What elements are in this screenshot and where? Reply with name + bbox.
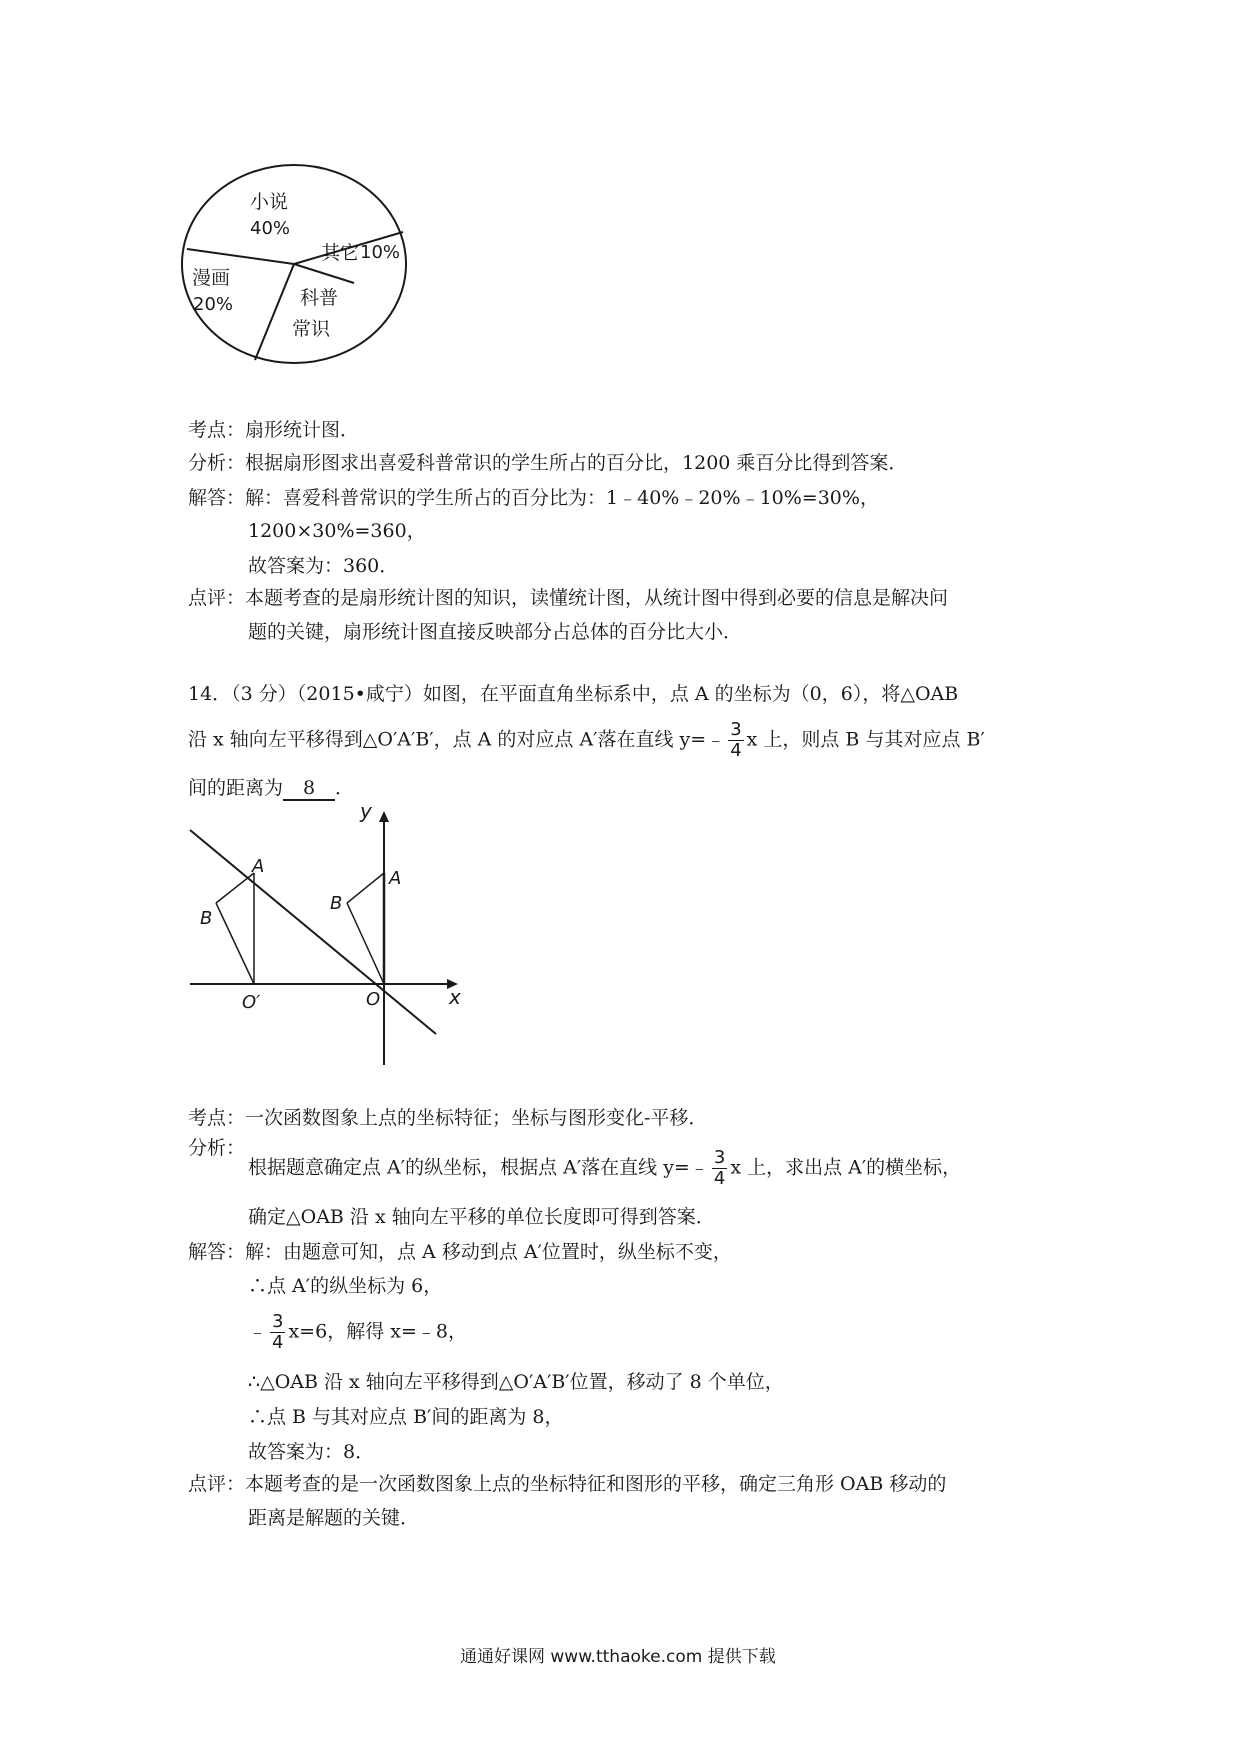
pie-label-science-2: 常识 bbox=[292, 318, 331, 340]
segment-AprimeBprime bbox=[216, 873, 254, 903]
q14-answer-blank: 8 bbox=[283, 777, 335, 801]
q13-fenxi bbox=[188, 451, 907, 475]
q14-fenxi-fraction-num: 3 bbox=[713, 1147, 726, 1168]
q13-dianping-label: 点评： bbox=[188, 587, 246, 609]
q14-fraction bbox=[728, 720, 743, 761]
q13-kaodian bbox=[188, 418, 359, 442]
q14-coordinate-graph bbox=[180, 795, 480, 1070]
pie-label-comic: 漫画 bbox=[192, 267, 231, 289]
q14-jieda-line-4: ∴△OAB 沿 x 轴向左平移得到△O′A′B′位置，移动了 8 个单位， bbox=[248, 1371, 784, 1393]
q14-fraction-den: 4 bbox=[730, 740, 742, 761]
label-O: O bbox=[366, 989, 381, 1010]
q14-fenxi-line-1 bbox=[248, 1148, 961, 1189]
pie-label-other-pct: 10% bbox=[360, 242, 401, 263]
q14-jieda bbox=[188, 1240, 732, 1264]
label-x-axis: x bbox=[449, 985, 461, 1009]
q14-stem-2a: 沿 x 轴向左平移得到△O′A′B′，点 A 的对应点 A′落在直线 y=﹣ bbox=[188, 728, 726, 751]
q14-jieda-fraction-den: 4 bbox=[272, 1332, 284, 1353]
q13-fenxi-text: 根据扇形图求出喜爱科普常识的学生所占的百分比，1200 乘百分比得到答案． bbox=[245, 452, 908, 474]
line-y-neg-three-quarters-x bbox=[190, 830, 436, 1034]
q14-jieda-line-5: ∴点 B 与其对应点 B′间的距离为 8， bbox=[248, 1406, 564, 1428]
segment-AB bbox=[347, 873, 384, 903]
page-footer: 通通好课网 www.tthaoke.com 提供下载 bbox=[460, 1647, 776, 1667]
q13-dianping-line-1: 本题考查的是扇形统计图的知识，读懂统计图，从统计图中得到必要的信息是解决问 bbox=[245, 587, 949, 609]
q13-jieda bbox=[188, 486, 879, 510]
q14-jieda-label: 解答： bbox=[188, 1241, 246, 1263]
q13-jieda-line-1: 解：喜爱科普常识的学生所占的百分比为：1﹣40%﹣20%﹣10%=30%， bbox=[245, 487, 879, 509]
q14-dianping bbox=[188, 1472, 946, 1496]
q14-fenxi-1a: 根据题意确定点 A′的纵坐标，根据点 A′落在直线 y=﹣ bbox=[248, 1156, 709, 1179]
pie-divider-novel-comic bbox=[187, 249, 294, 264]
q14-stem-line-1: 14．（3 分）（2015•咸宁）如图，在平面直角坐标系中，点 A 的坐标为（0，6），将△OAB bbox=[188, 683, 959, 705]
q13-dianping-line-2: 题的关键，扇形统计图直接反映部分占总体的百分比大小． bbox=[248, 621, 743, 643]
q14-fenxi-fraction bbox=[712, 1148, 727, 1189]
pie-divider-comic-science bbox=[255, 264, 294, 360]
pie-label-comic-pct: 20% bbox=[193, 294, 234, 315]
q14-fenxi-fraction-den: 4 bbox=[713, 1168, 726, 1189]
q14-jieda-line-2: ∴点 A′的纵坐标为 6， bbox=[248, 1275, 443, 1297]
pie-label-science-1: 科普 bbox=[300, 287, 339, 309]
q14-dianping-label: 点评： bbox=[188, 1473, 246, 1495]
q14-dianping-line-2: 距离是解题的关键． bbox=[248, 1507, 420, 1529]
q13-fenxi-label: 分析： bbox=[188, 452, 246, 474]
q14-jieda-line-6: 故答案为：8． bbox=[248, 1441, 375, 1463]
q14-stem-line-2 bbox=[188, 720, 985, 761]
pie-divider-other-science bbox=[294, 264, 354, 283]
q14-jieda-3b: x=6，解得 x=﹣8， bbox=[288, 1320, 467, 1343]
y-axis-arrow bbox=[379, 811, 389, 822]
label-y-axis: y bbox=[360, 799, 372, 823]
q13-dianping bbox=[188, 586, 948, 610]
q14-fenxi-1b: x 上，求出点 A′的横坐标， bbox=[730, 1156, 962, 1179]
pie-label-novel: 小说 bbox=[250, 191, 289, 213]
q14-stem-3b: ． bbox=[335, 777, 355, 799]
q14-stem-3a: 间的距离为 bbox=[188, 777, 284, 799]
label-B-right: B bbox=[330, 893, 343, 914]
pie-chart bbox=[175, 150, 425, 380]
q13-jieda-line-3: 故答案为：360． bbox=[248, 555, 399, 577]
segment-BO bbox=[347, 903, 384, 984]
label-A-left: A bbox=[252, 856, 265, 877]
q14-jieda-fraction-num: 3 bbox=[272, 1311, 284, 1332]
q14-jieda-line-1: 解：由题意可知，点 A 移动到点 A′位置时，纵坐标不变， bbox=[245, 1241, 732, 1263]
label-O-prime: O′ bbox=[242, 992, 261, 1013]
q14-fenxi-label: 分析： bbox=[188, 1137, 246, 1159]
q14-fenxi-line-2: 确定△OAB 沿 x 轴向左平移的单位长度即可得到答案． bbox=[248, 1206, 715, 1228]
q13-kaodian-label: 考点： bbox=[188, 419, 246, 441]
pie-label-other: 其它 bbox=[321, 242, 360, 264]
q14-jieda-fraction bbox=[270, 1312, 285, 1353]
q14-stem-2b: x 上，则点 B 与其对应点 B′ bbox=[746, 728, 985, 751]
label-B-left: B bbox=[200, 908, 213, 929]
label-A-right: A bbox=[389, 868, 402, 889]
q14-jieda-3a: ﹣ bbox=[248, 1320, 268, 1343]
q13-jieda-line-2: 1200×30%=360， bbox=[248, 520, 426, 542]
q14-kaodian-text: 一次函数图象上点的坐标特征；坐标与图形变化-平移． bbox=[245, 1107, 708, 1129]
pie-label-novel-pct: 40% bbox=[250, 218, 291, 239]
q14-fraction-num: 3 bbox=[730, 719, 742, 740]
q13-kaodian-text: 扇形统计图． bbox=[245, 419, 360, 441]
segment-BprimeOprime bbox=[216, 903, 254, 984]
q13-jieda-label: 解答： bbox=[188, 487, 246, 509]
q14-kaodian-label: 考点： bbox=[188, 1107, 246, 1129]
q14-kaodian bbox=[188, 1106, 707, 1130]
q14-dianping-line-1: 本题考查的是一次函数图象上点的坐标特征和图形的平移，确定三角形 OAB 移动的 bbox=[245, 1473, 947, 1495]
q14-jieda-line-3 bbox=[248, 1312, 467, 1353]
